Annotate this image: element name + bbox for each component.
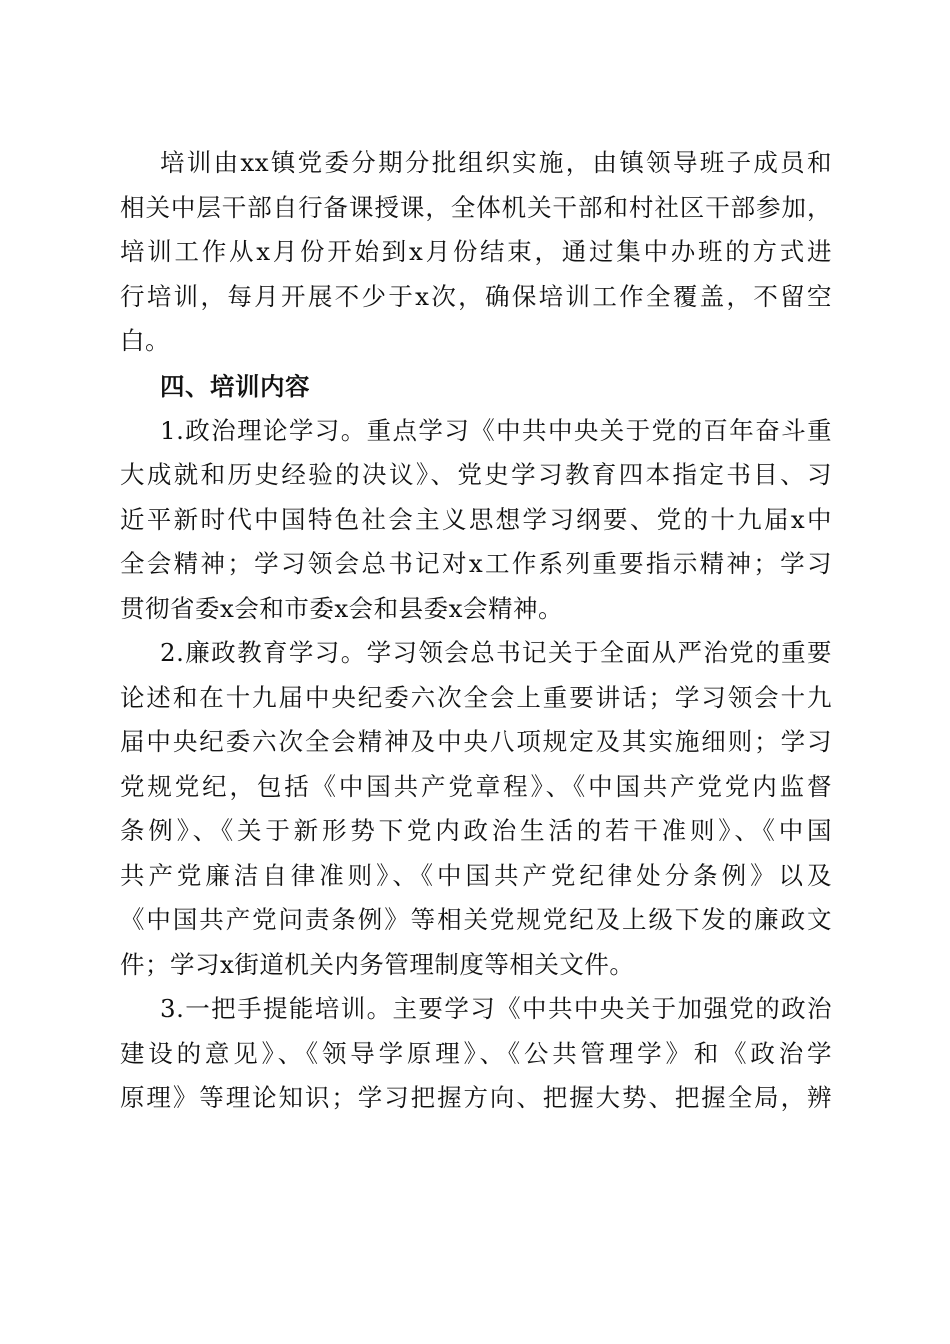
text-line: 共产党廉洁自律准则》、《中国共产党纪律处分条例》以及 bbox=[120, 860, 832, 890]
text-line: 届中央纪委六次全会精神及中央八项规定及其实施细则；学习 bbox=[120, 727, 832, 756]
heading-text: 四、培训内容 bbox=[160, 371, 310, 401]
section-heading bbox=[120, 364, 832, 409]
text-line: 2.廉政教育学习。学习领会总书记关于全面从严治党的重要 bbox=[160, 638, 832, 667]
text-line: 原理》等理论知识；学习把握方向、把握大势、把握全局，辨 bbox=[120, 1083, 832, 1112]
text-line: 相关中层干部自行备课授课，全体机关干部和村社区干部参加， bbox=[120, 192, 832, 222]
text-line: 全会精神；学习领会总书记对x工作系列重要指示精神；学习 bbox=[120, 549, 832, 578]
document-page bbox=[120, 141, 832, 1121]
text-line: 培训工作从x月份开始到x月份结束，通过集中办班的方式进 bbox=[120, 237, 832, 266]
paragraph-item-1 bbox=[120, 409, 832, 632]
text-line: 《中国共产党问责条例》等相关党规党纪及上级下发的廉政文 bbox=[120, 905, 832, 934]
paragraph-training-organization bbox=[120, 141, 832, 364]
text-line: 大成就和历史经验的决议》、党史学习教育四本指定书目、习 bbox=[120, 460, 832, 489]
paragraph-item-3 bbox=[120, 987, 832, 1121]
text-line: 1.政治理论学习。重点学习《中共中央关于党的百年奋斗重 bbox=[160, 415, 832, 445]
text-line: 贯彻省委x会和市委x会和县委x会精神。 bbox=[120, 593, 563, 623]
text-line: 白。 bbox=[120, 326, 170, 355]
text-line: 论述和在十九届中央纪委六次全会上重要讲话；学习领会十九 bbox=[120, 682, 832, 712]
text-line: 条例》、《关于新形势下党内政治生活的若干准则》、《中国 bbox=[120, 816, 832, 845]
text-line: 培训由xx镇党委分期分批组织实施，由镇领导班子成员和 bbox=[160, 148, 832, 177]
text-line: 党规党纪，包括《中国共产党章程》、《中国共产党党内监督 bbox=[120, 771, 832, 801]
text-line: 件；学习x街道机关内务管理制度等相关文件。 bbox=[120, 949, 635, 979]
text-line: 建设的意见》、《领导学原理》、《公共管理学》和《政治学 bbox=[120, 1038, 832, 1068]
text-line: 3.一把手提能培训。主要学习《中共中央关于加强党的政治 bbox=[160, 994, 832, 1023]
paragraph-item-2 bbox=[120, 631, 832, 987]
text-line: 近平新时代中国特色社会主义思想学习纲要、党的十九届x中 bbox=[120, 504, 832, 534]
text-line: 行培训，每月开展不少于x次，确保培训工作全覆盖，不留空 bbox=[120, 281, 832, 311]
